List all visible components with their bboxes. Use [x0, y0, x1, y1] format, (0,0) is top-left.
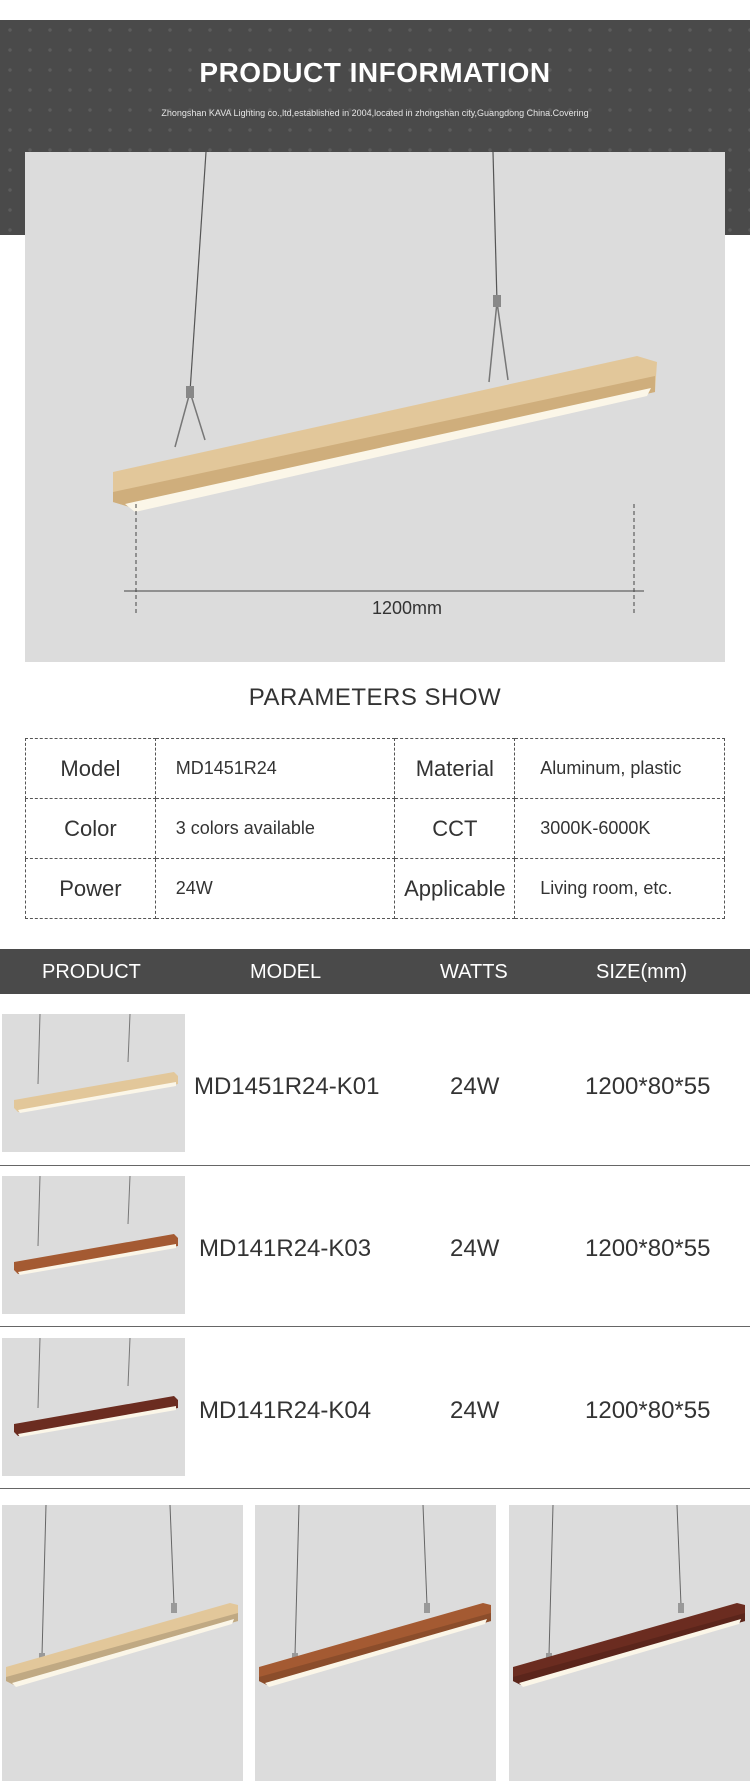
- product-table-header: [0, 949, 750, 994]
- product-thumbnail: [2, 1176, 185, 1314]
- param-key: Color: [26, 799, 156, 859]
- parameters-title: PARAMETERS SHOW: [248, 684, 502, 711]
- param-row-power: [26, 859, 725, 919]
- param-key: Model: [26, 739, 156, 799]
- header-product: PRODUCT: [42, 961, 141, 983]
- param-value: MD1451R24: [155, 739, 395, 799]
- lamp-thumbnail-walnut-light: [2, 1176, 185, 1314]
- lamp-thumbnail-oak: [2, 1014, 185, 1152]
- gallery-lamp-oak: [2, 1505, 243, 1781]
- param-row-model: [26, 739, 725, 799]
- param-row-color: [26, 799, 725, 859]
- product-watts: 24W: [450, 1073, 500, 1100]
- hero-product-image: [25, 152, 725, 662]
- product-row: [0, 1166, 750, 1327]
- product-thumbnail: [2, 1338, 185, 1476]
- param-key: CCT: [395, 799, 515, 859]
- page-title: PRODUCT INFORMATION: [199, 57, 551, 88]
- product-row: [0, 1005, 750, 1166]
- product-model: MD1451R24-K01: [194, 1073, 380, 1100]
- gallery-image-walnut-light: [255, 1505, 496, 1781]
- product-row: [0, 1328, 750, 1489]
- gallery-lamp-walnut-dark: [509, 1505, 750, 1781]
- param-key: Applicable: [395, 859, 515, 919]
- lamp-thumbnail-walnut-dark: [2, 1338, 185, 1476]
- company-description: Zhongshan KAVA Lighting co.,ltd,established in 2004,located in zhongshan city,Guangdong China.Covering: [161, 108, 589, 118]
- product-size: 1200*80*55: [585, 1397, 711, 1424]
- product-watts: 24W: [450, 1397, 500, 1424]
- param-key: Power: [26, 859, 156, 919]
- gallery-image-oak: [2, 1505, 243, 1781]
- param-value: 3000K-6000K: [515, 799, 725, 859]
- product-watts: 24W: [450, 1235, 500, 1262]
- product-size: 1200*80*55: [585, 1235, 711, 1262]
- header-model: MODEL: [250, 961, 322, 983]
- gallery-image-walnut-dark: [509, 1505, 750, 1781]
- product-model: MD141R24-K04: [199, 1397, 372, 1424]
- header-size: SIZE(mm): [596, 961, 688, 983]
- param-value: 24W: [155, 859, 395, 919]
- header-watts: WATTS: [440, 961, 508, 983]
- dimension-label: 1200mm: [371, 598, 443, 618]
- hero-lamp-illustration: [25, 152, 725, 662]
- param-value: Living room, etc.: [515, 859, 725, 919]
- param-value: 3 colors available: [155, 799, 395, 859]
- param-value: Aluminum, plastic: [515, 739, 725, 799]
- param-key: Material: [395, 739, 515, 799]
- product-model: MD141R24-K03: [199, 1235, 372, 1262]
- parameters-table: [25, 738, 725, 919]
- product-thumbnail: [2, 1014, 185, 1152]
- gallery-lamp-walnut-light: [255, 1505, 496, 1781]
- product-size: 1200*80*55: [585, 1073, 711, 1100]
